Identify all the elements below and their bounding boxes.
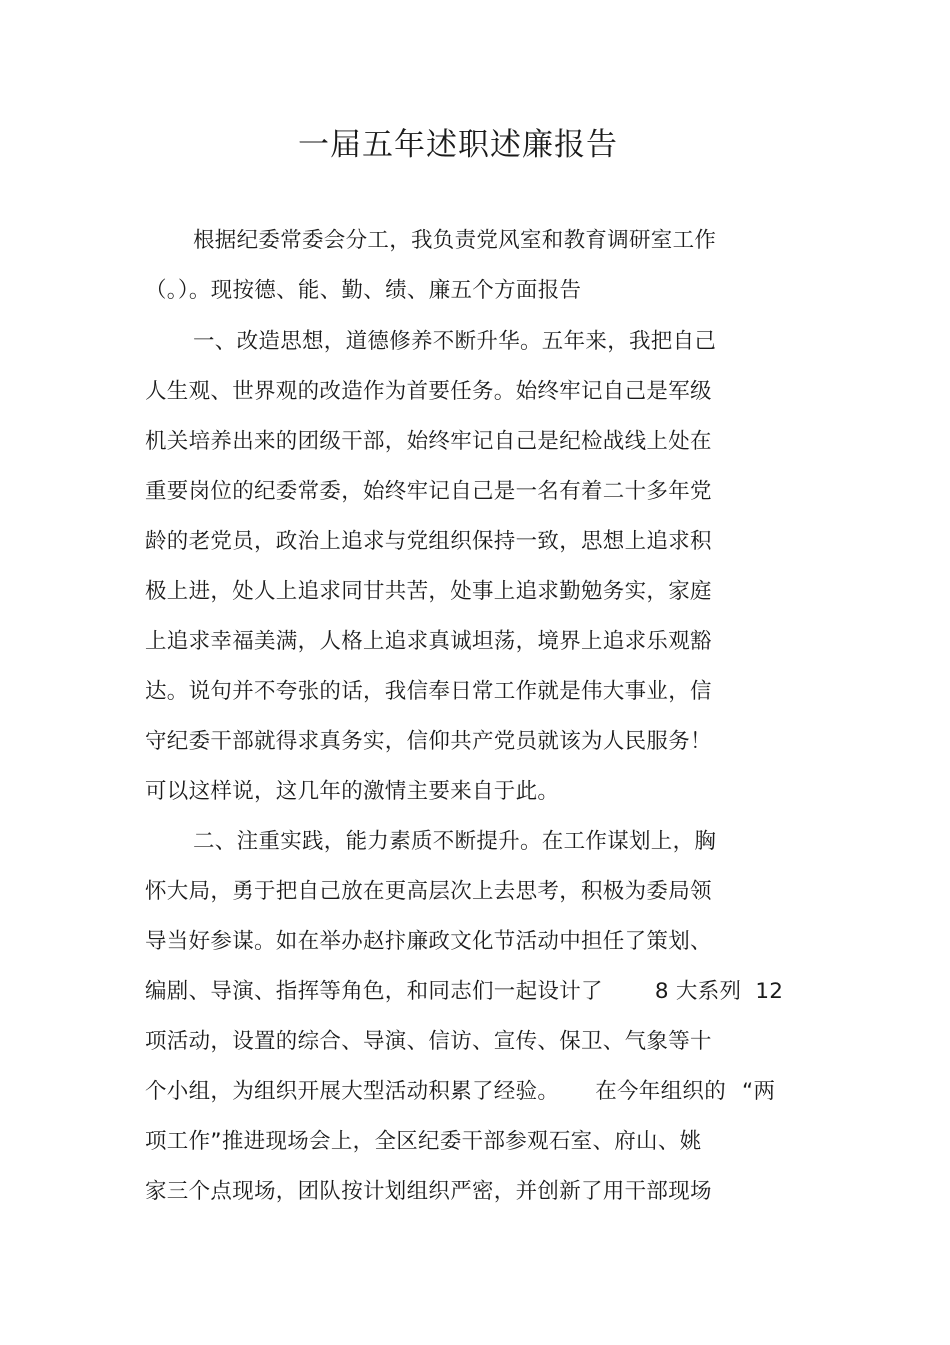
line-segment: 12	[755, 979, 784, 1004]
paragraph-line: 极上进，处人上追求同甘共苦，处事上追求勤勉务实，家庭	[145, 579, 712, 604]
paragraph-line	[145, 1077, 775, 1107]
line-segment: 在今年组织的	[595, 1079, 727, 1104]
paragraph-line: 二、注重实践，能力素质不断提升。在工作谋划上，胸	[193, 829, 717, 854]
paragraph-line: 重要岗位的纪委常委，始终牢记自己是一名有着二十多年党	[145, 479, 712, 504]
paragraph-line: 一、改造思想，道德修养不断升华。五年来，我把自己	[193, 329, 717, 354]
paragraph-line: 怀大局，勇于把自己放在更高层次上去思考，积极为委局领	[145, 879, 712, 904]
paragraph-line	[145, 977, 783, 1007]
paragraph-line: 机关培养出来的团级干部，始终牢记自己是纪检战线上处在	[145, 429, 712, 454]
paragraph-line: 项工作”推进现场会上，全区纪委干部参观石室、府山、姚	[145, 1129, 702, 1154]
paragraph-line: 家三个点现场，团队按计划组织严密，并创新了用干部现场	[145, 1179, 712, 1204]
paragraph-line: （。）。现按德、能、勤、绩、廉五个方面报告	[145, 278, 582, 303]
paragraph-line: 上追求幸福美满，人格上追求真诚坦荡，境界上追求乐观豁	[145, 629, 712, 654]
paragraph-line: 达。说句并不夸张的话，我信奉日常工作就是伟大事业，信	[145, 679, 712, 704]
document-title: 一届五年述职述廉报告	[298, 127, 618, 163]
line-segment: 编剧、导演、指挥等角色，和同志们一起设计了	[145, 979, 603, 1004]
line-segment: 8 大系列	[654, 979, 742, 1004]
paragraph-line: 人生观、世界观的改造作为首要任务。始终牢记自己是军级	[145, 379, 712, 404]
paragraph-line: 根据纪委常委会分工，我负责党风室和教育调研室工作	[193, 228, 717, 253]
line-segment: “两	[742, 1079, 776, 1104]
paragraph-line: 守纪委干部就得求真务实，信仰共产党员就该为人民服务！	[145, 729, 712, 754]
paragraph-line: 龄的老党员，政治上追求与党组织保持一致，思想上追求积	[145, 529, 712, 554]
paragraph-line: 项活动，设置的综合、导演、信访、宣传、保卫、气象等十	[145, 1029, 712, 1054]
line-segment: 个小组，为组织开展大型活动积累了经验。	[145, 1079, 560, 1104]
paragraph-line: 导当好参谋。如在举办赵抃廉政文化节活动中担任了策划、	[145, 929, 712, 954]
paragraph-line: 可以这样说，这几年的激情主要来自于此。	[145, 779, 560, 804]
